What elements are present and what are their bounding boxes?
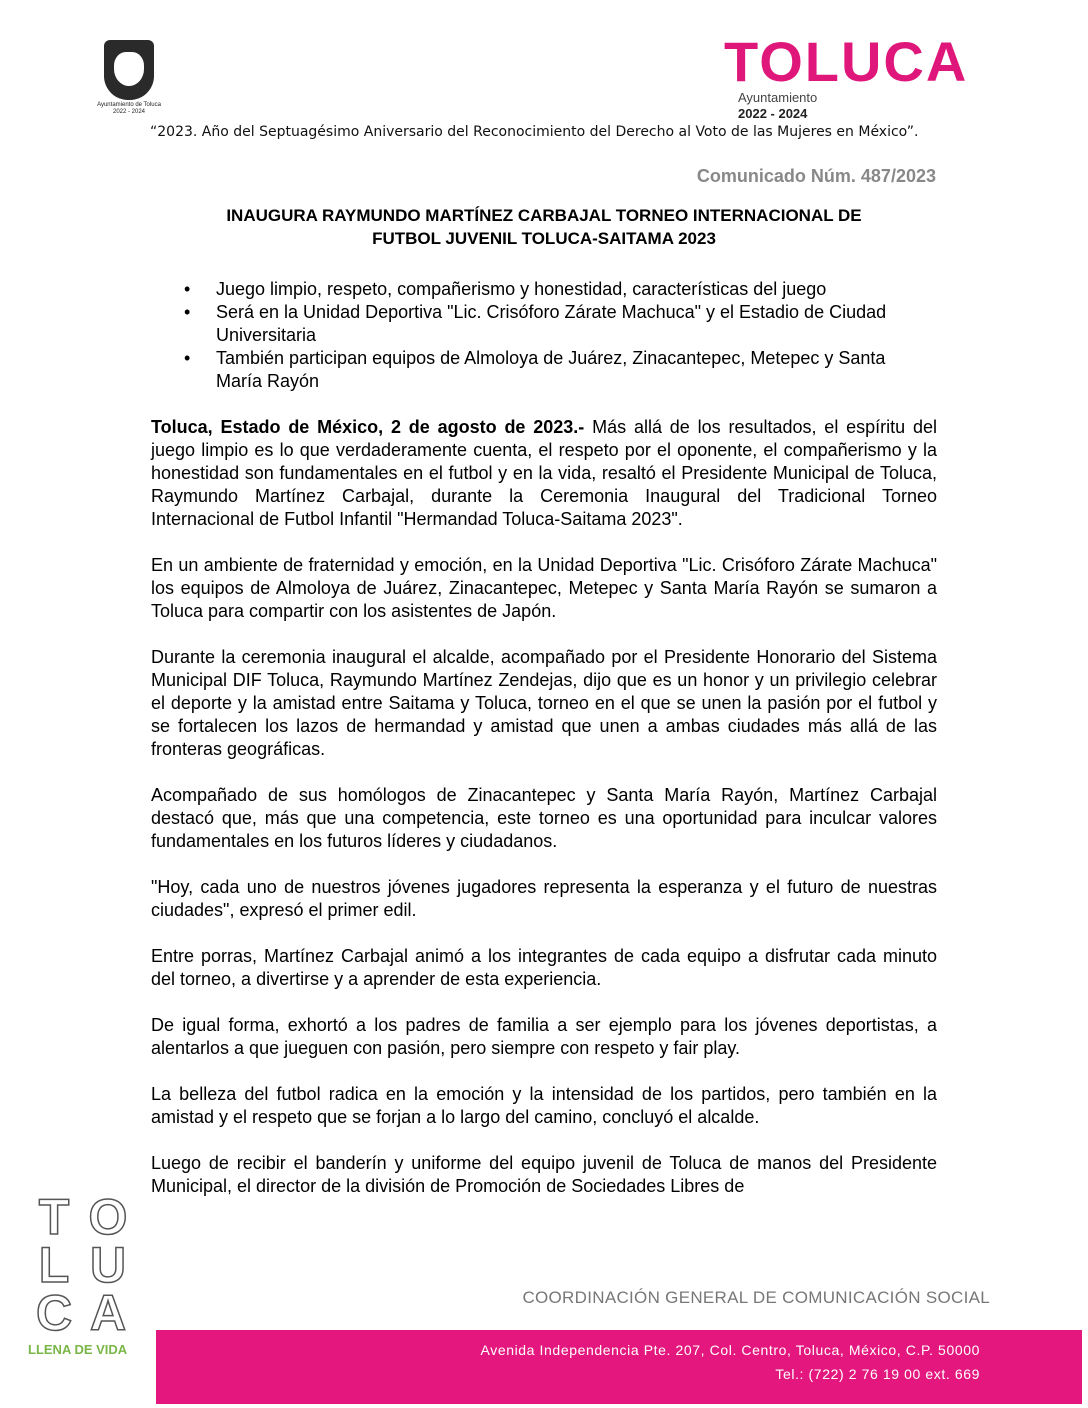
brand-tagline: LLENA DE VIDA	[28, 1342, 128, 1357]
bullet-item: • También participan equipos de Almoloya de Juárez, Zinacantepec, Metepec y Santa María Rayón	[184, 347, 924, 393]
footer-bar	[156, 1330, 1082, 1404]
headline-line-2: FUTBOL JUVENIL TOLUCA-SAITAMA 2023	[372, 229, 716, 248]
side-brand-logo	[28, 1189, 138, 1357]
footer-phone: Tel.: (722) 2 76 19 00 ext. 669	[775, 1366, 980, 1382]
paragraph: "Hoy, cada uno de nuestros jóvenes jugadores representa la esperanza y el futuro de nuestras ciudades", expresó el primer edil.	[151, 877, 937, 920]
brand-letter: L	[38, 1237, 70, 1293]
footer-address: Avenida Independencia Pte. 207, Col. Centro, Toluca, México, C.P. 50000	[480, 1342, 980, 1358]
article-body	[151, 416, 937, 1221]
brand-letter: U	[89, 1237, 127, 1293]
brand-subtitle: Ayuntamiento	[738, 90, 818, 105]
side-brand-letters	[28, 1189, 138, 1341]
coordination-label: COORDINACIÓN GENERAL DE COMUNICACIÓN SOCIAL	[522, 1288, 990, 1307]
dateline: Toluca, Estado de México, 2 de agosto de 2023.-	[151, 417, 585, 437]
paragraph: Toluca, Estado de México, 2 de agosto de 2023.- Más allá de los resultados, el espíritu del juego limpio es lo que verdaderamente cuenta, el respeto por el oponente, el compañerismo y la honestidad son fundamentales en el futbol y en la vida, resaltó el Presidente Municipal de Toluca, Raymundo Martínez Carbajal, durante la Ceremonia Inaugural del Tradicional Torneo Internacional de Futbol Infantil "Hermandad Toluca-Saitama 2023".	[151, 417, 937, 529]
brand-letter: C	[35, 1285, 73, 1341]
bullet-item: • Será en la Unidad Deportiva "Lic. Crisóforo Zárate Machuca" y el Estadio de Ciudad Universitaria	[184, 301, 924, 347]
brand-letter: T	[38, 1189, 70, 1245]
brand-years: 2022 - 2024	[738, 106, 808, 121]
communique-number: Comunicado Núm. 487/2023	[696, 166, 936, 186]
toluca-brand-logo	[724, 30, 984, 124]
brand-letter: A	[89, 1285, 127, 1341]
paragraph: Entre porras, Martínez Carbajal animó a los integrantes de cada equipo a disfrutar cada minuto del torneo, a divertirse y a aprender de esta experiencia.	[151, 946, 937, 989]
headline	[150, 204, 938, 250]
seal-caption: Ayuntamiento de Toluca 2022 - 2024	[97, 102, 161, 115]
paragraph: La belleza del futbol radica en la emoción y la intensidad de los partidos, pero también en la amistad y el respeto que se forjan a lo largo del camino, concluyó el alcalde.	[151, 1084, 937, 1127]
paragraph: En un ambiente de fraternidad y emoción, en la Unidad Deportiva "Lic. Crisóforo Zárate Machuca" los equipos de Almoloya de Juárez, Zinacantepec, Metepec y Santa María Rayón se sumaron a Toluca para compartir con los asistentes de Japón.	[151, 555, 937, 621]
municipal-seal-logo	[86, 36, 172, 122]
headline-line-1: INAUGURA RAYMUNDO MARTÍNEZ CARBAJAL TORNEO INTERNACIONAL DE	[226, 206, 862, 225]
paragraph: Luego de recibir el banderín y uniforme del equipo juvenil de Toluca de manos del Presidente Municipal, el director de la división de Promoción de Sociedades Libres de	[151, 1153, 937, 1196]
paragraph: Durante la ceremonia inaugural el alcalde, acompañado por el Presidente Honorario del Sistema Municipal DIF Toluca, Raymundo Martínez Zendejas, dijo que es un honor y un privilegio celebrar el deporte y la amistad entre Saitama y Toluca, torneo en el que se unen la pasión por el futbol y se fortalecen los lazos de hermandad y amistad que unen a ambas ciudades más allá de las fronteras geográficas.	[151, 647, 937, 759]
brand-letter: O	[88, 1189, 128, 1245]
bullet-item: • Juego limpio, respeto, compañerismo y honestidad, características del juego	[184, 278, 924, 301]
coat-of-arms-icon	[104, 40, 154, 100]
paragraph: De igual forma, exhortó a los padres de familia a ser ejemplo para los jóvenes deportistas, a alentarlos a que jueguen con pasión, pero siempre con respeto y fair play.	[151, 1015, 937, 1058]
summary-bullets	[184, 278, 924, 393]
brand-word: TOLUCA	[724, 30, 969, 93]
paragraph: Acompañado de sus homólogos de Zinacantepec y Santa María Rayón, Martínez Carbajal destacó que, más que una competencia, este torneo es una oportunidad para inculcar valores fundamentales en los futuros líderes y ciudadanos.	[151, 785, 937, 851]
year-motto: “2023. Año del Septuagésimo Aniversario del Reconocimiento del Derecho al Voto de las Mujeres en México”.	[150, 124, 919, 140]
